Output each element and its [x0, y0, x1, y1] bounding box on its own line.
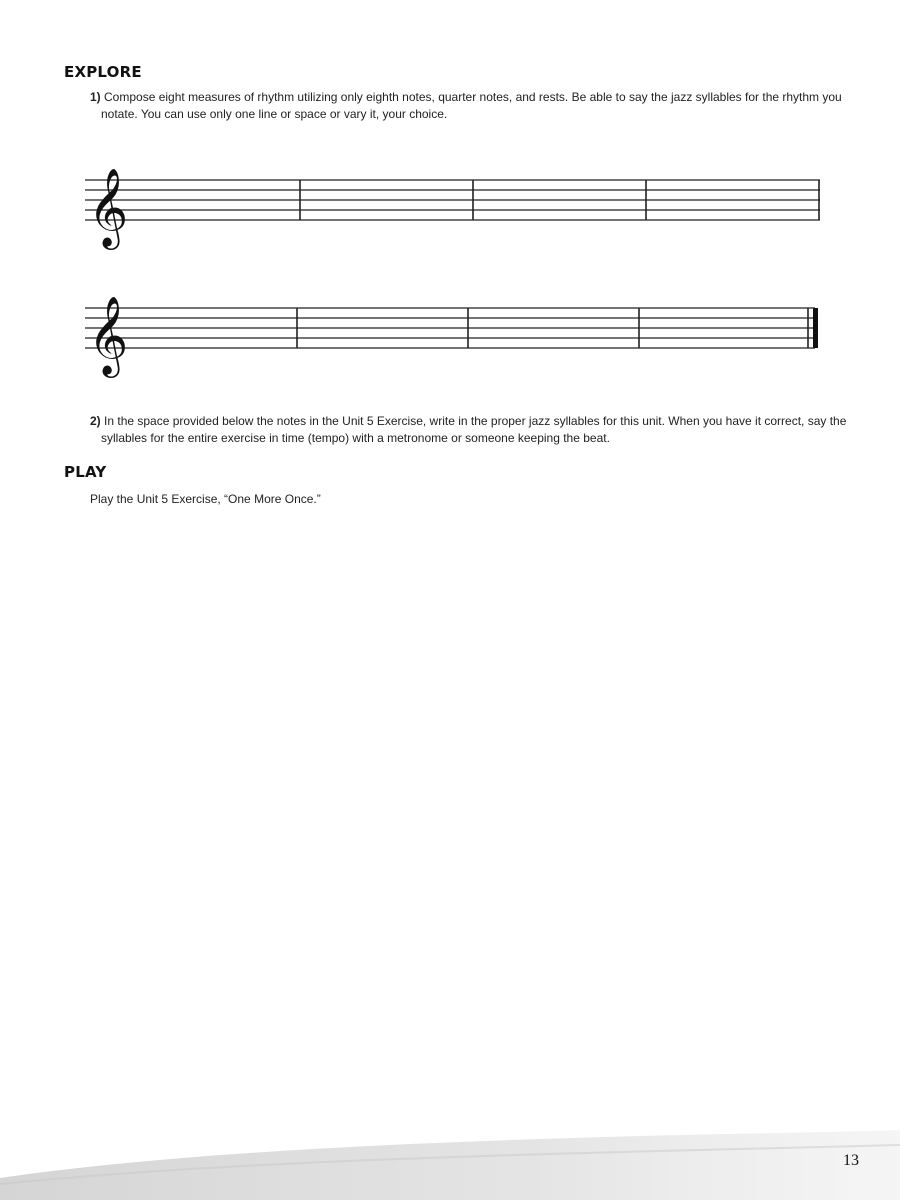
page-number: 13	[843, 1152, 859, 1169]
final-barline-thick	[813, 308, 818, 348]
item-1-text: Compose eight measures of rhythm utilizing only eighth notes, quarter notes, and rests. Be able to say the jazz syllables for the rhythm you notate. You can use only one line or space or vary it, your choice.	[101, 90, 842, 121]
item-1-number: 1)	[90, 90, 101, 104]
item-2-number: 2)	[90, 414, 101, 428]
play-instruction: Play the Unit 5 Exercise, “One More Once.”	[90, 492, 321, 506]
music-staff-1	[80, 150, 825, 250]
explore-item-2	[90, 413, 853, 447]
music-staff-2	[80, 280, 825, 380]
treble-clef-icon: 𝄞	[88, 168, 129, 247]
play-heading: PLAY	[64, 463, 107, 481]
explore-item-1	[90, 89, 853, 123]
explore-heading: EXPLORE	[64, 63, 142, 81]
treble-clef-icon: 𝄞	[88, 296, 129, 375]
brush-stroke-decoration	[0, 1120, 900, 1200]
item-2-text: In the space provided below the notes in the Unit 5 Exercise, write in the proper jazz syllables for this unit. When you have it correct, say the syllables for the entire exercise in time (tempo) with a metronome or someone keeping the beat.	[101, 414, 847, 445]
